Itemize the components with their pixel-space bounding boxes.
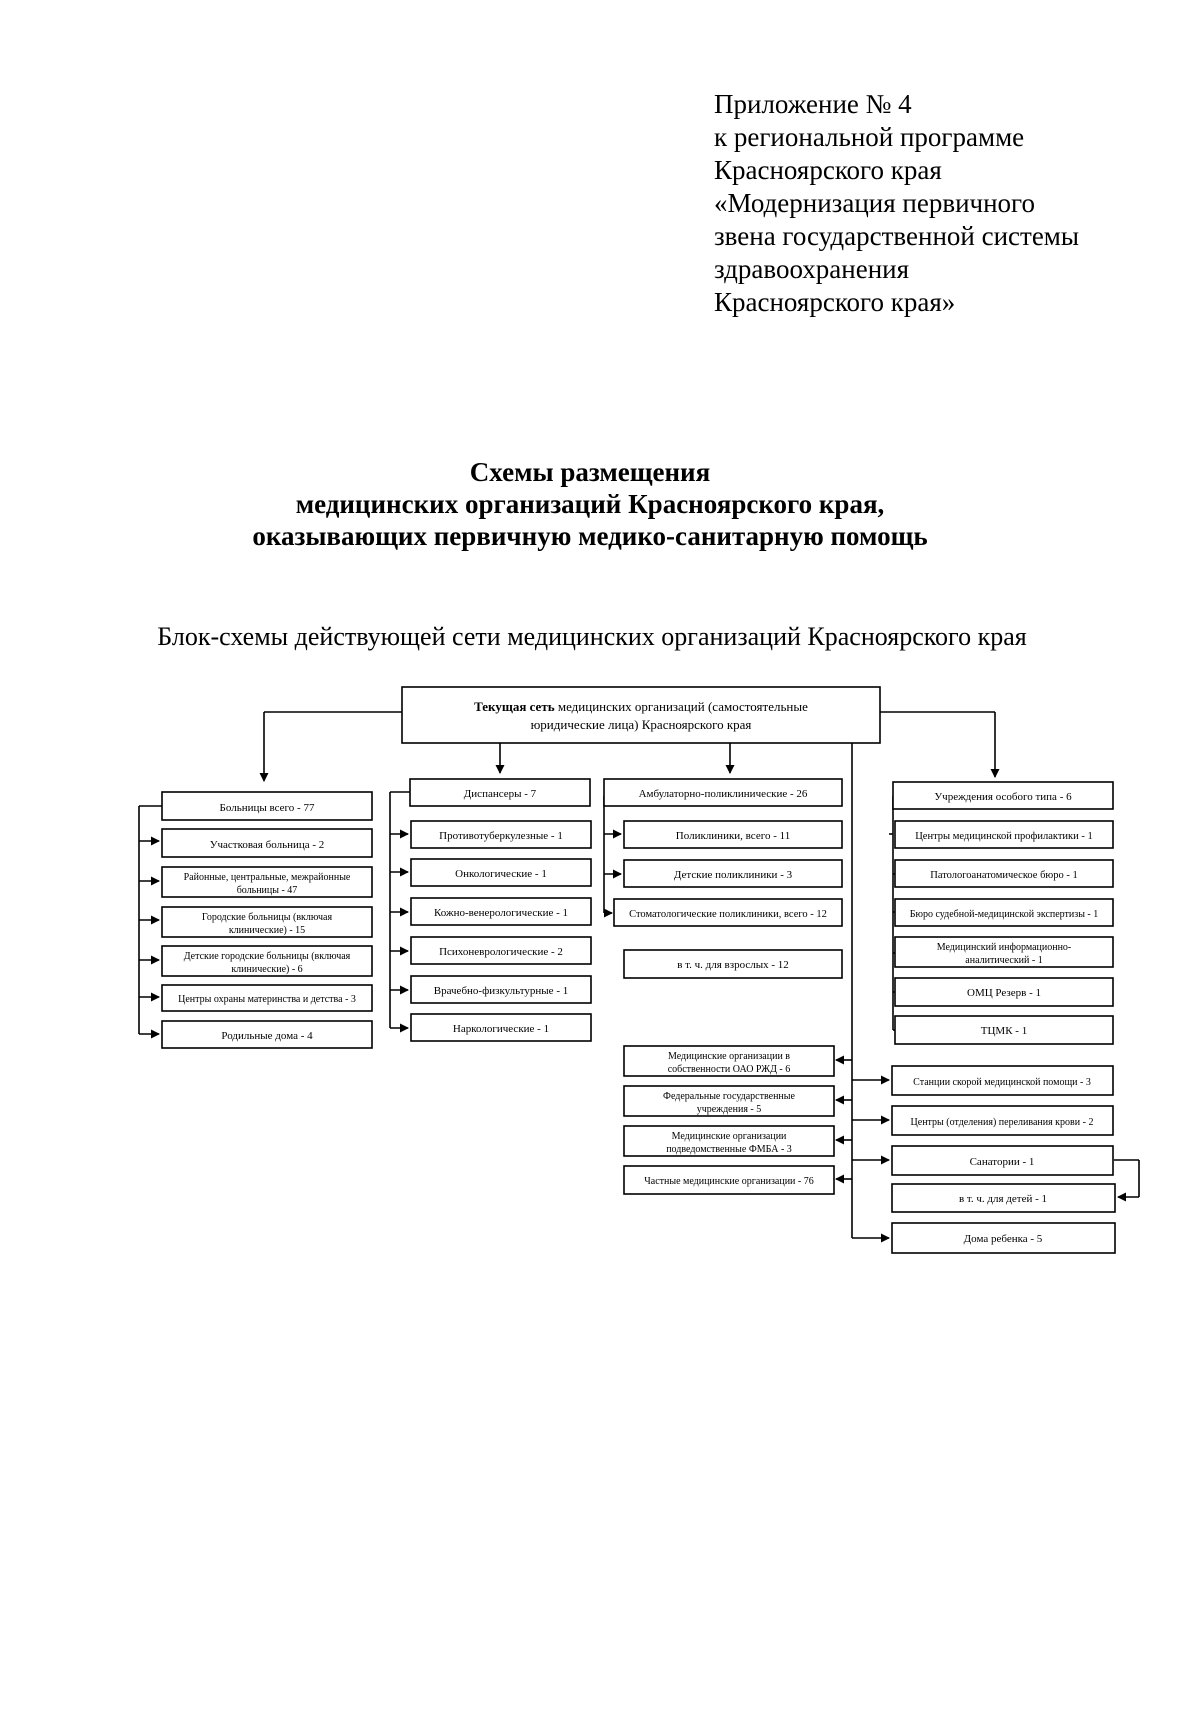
root-line-2: юридические лица) Красноярского края	[530, 717, 752, 732]
special-item: Центры медицинской профилактики - 1	[915, 831, 1093, 842]
outpatient-sub-item: в т. ч. для взрослых - 12	[677, 959, 789, 971]
root-box	[402, 687, 880, 743]
other-org-item: Медицинские организации	[671, 1131, 787, 1142]
other-org-item: Частные медицинские организации - 76	[644, 1176, 814, 1187]
hospital-item: Городские больницы (включая	[201, 912, 333, 923]
diagram-subtitle: Блок-схемы действующей сети медицинских организаций Красноярского края	[157, 622, 1027, 651]
hospital-item: Родильные дома - 4	[221, 1030, 313, 1042]
dispensary-item: Кожно-венерологические - 1	[433, 907, 569, 919]
hospital-item: больницы - 47	[236, 885, 298, 896]
hospital-item: клинические) - 15	[228, 925, 306, 936]
special-item: Медицинский информационно-	[936, 942, 1072, 953]
hospitals-header: Больницы всего - 77	[219, 802, 315, 814]
appendix-line: Красноярского края»	[714, 287, 956, 317]
root-line-1: Текущая сеть медицинских организаций (самостоятельные	[474, 699, 808, 714]
hospital-item: Центры охраны материнства и детства - 3	[178, 994, 356, 1005]
dispensary-item: Противотуберкулезные - 1	[439, 830, 563, 842]
appendix-line: Красноярского края	[714, 155, 942, 185]
appendix-line: «Модернизация первичного	[714, 188, 1035, 218]
special-institutions-group	[893, 782, 1113, 1044]
outpatient-group	[604, 779, 842, 978]
sanatoriums: Санатории - 1	[969, 1156, 1035, 1168]
dispensary-item: Онкологические - 1	[455, 868, 547, 880]
dispensaries-header: Диспансеры - 7	[463, 788, 537, 800]
special-item: ОМЦ Резерв - 1	[967, 987, 1041, 999]
other-org-item: учреждения - 5	[696, 1104, 762, 1115]
special-item: аналитический - 1	[965, 955, 1043, 966]
baby-homes: Дома ребенка - 5	[963, 1233, 1043, 1245]
dispensary-item: Наркологические - 1	[452, 1023, 550, 1035]
outpatient-item: Детские поликлиники - 3	[673, 869, 793, 881]
hospital-item: клинические) - 6	[231, 964, 303, 975]
dispensaries-group	[410, 779, 591, 1041]
appendix-line: к региональной программе	[714, 122, 1025, 152]
other-organizations-left	[624, 1046, 834, 1194]
dispensary-item: Психоневрологические - 2	[439, 946, 563, 958]
special-item: ТЦМК - 1	[980, 1025, 1028, 1037]
outpatient-header: Амбулаторно-поликлинические - 26	[638, 788, 808, 800]
other-org-item: Федеральные государственные	[663, 1091, 795, 1102]
special-item: Патологоанатомическое бюро - 1	[930, 870, 1078, 881]
sanatoriums-children: в т. ч. для детей - 1	[958, 1193, 1048, 1205]
title-line: Схемы размещения	[469, 457, 711, 487]
appendix-line: Приложение № 4	[714, 89, 912, 119]
other-org-item: подведомственные ФМБА - 3	[666, 1144, 792, 1155]
ambulance-stations: Станции скорой медицинской помощи - 3	[913, 1077, 1091, 1088]
special-header: Учреждения особого типа - 6	[934, 791, 1072, 803]
hospital-item: Детские городские больницы (включая	[183, 951, 351, 962]
title-line: медицинских организаций Красноярского края,	[295, 489, 885, 519]
outpatient-item: Поликлиники, всего - 11	[675, 830, 791, 842]
title-line: оказывающих первичную медико-санитарную помощь	[252, 521, 928, 551]
hospital-item: Участковая больница - 2	[209, 839, 325, 851]
appendix-line: звена государственной системы	[714, 221, 1080, 251]
special-item: Бюро судебной-медицинской экспертизы - 1	[909, 909, 1099, 920]
outpatient-item: Стоматологические поликлиники, всего - 12	[629, 909, 827, 920]
hospitals-group	[162, 792, 372, 1048]
hospital-item: Районные, центральные, межрайонные	[183, 872, 351, 883]
other-organizations-right	[892, 1066, 1115, 1253]
other-org-item: собственности ОАО РЖД - 6	[667, 1064, 791, 1075]
appendix-line: здравоохранения	[714, 254, 910, 284]
dispensary-item: Врачебно-физкультурные - 1	[433, 985, 569, 997]
other-org-item: Медицинские организации в	[667, 1051, 791, 1062]
blood-centers: Центры (отделения) переливания крови - 2	[910, 1117, 1094, 1128]
